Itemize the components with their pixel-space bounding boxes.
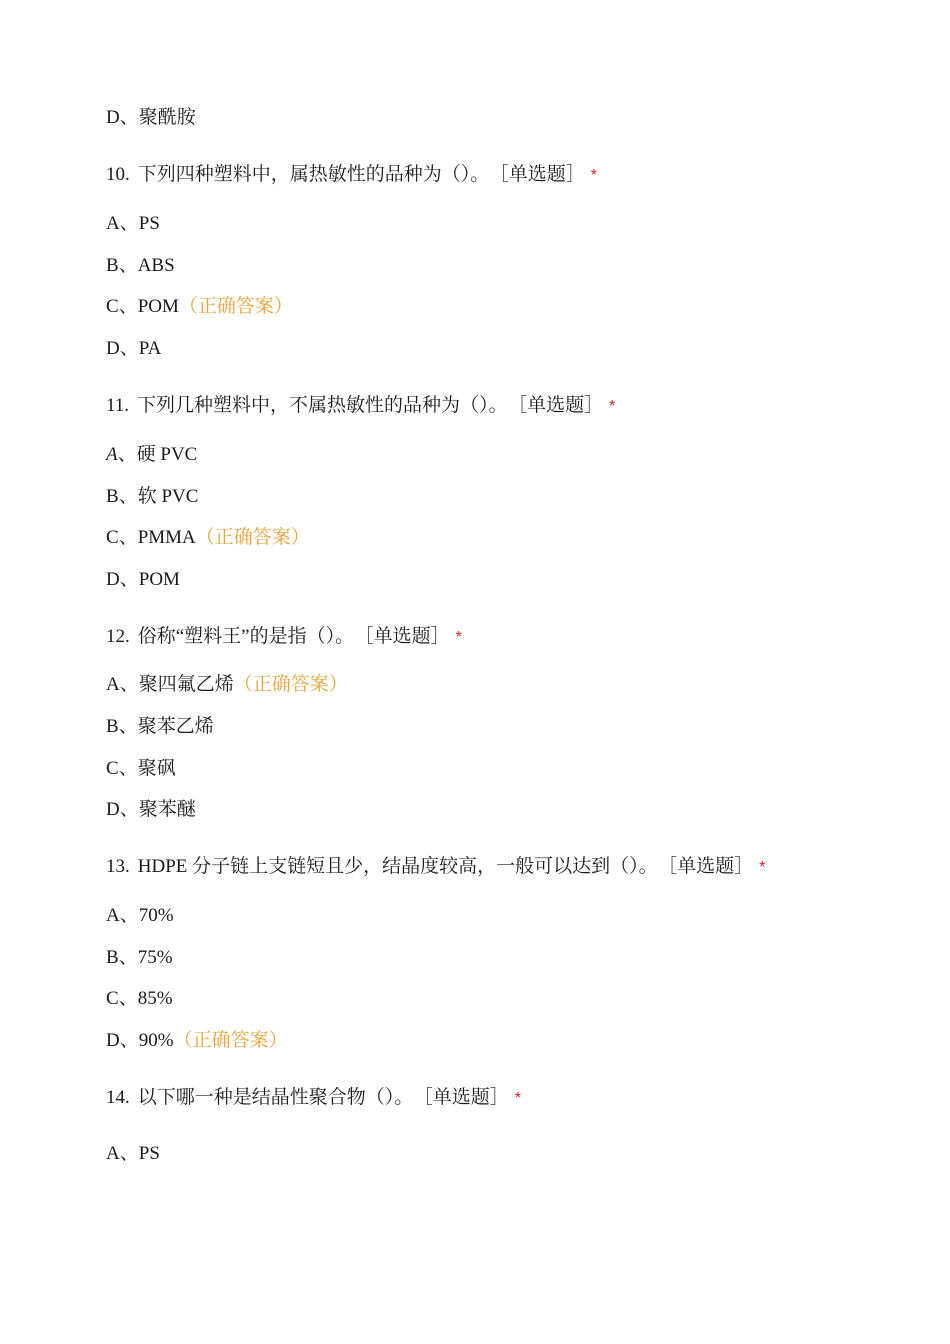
option-letter: C (106, 296, 119, 317)
option-separator: 、 (119, 569, 139, 590)
option-letter: B (106, 486, 119, 507)
option-text: PS (138, 1143, 160, 1164)
option-text: 聚酰胺 (138, 107, 196, 128)
option-row (106, 673, 348, 697)
option-separator: 、 (118, 527, 138, 548)
option-row (106, 254, 175, 278)
option-text: PS (138, 213, 160, 234)
option-row (106, 568, 180, 592)
required-mark: * (590, 167, 598, 184)
option-text: 75% (137, 947, 173, 968)
question-text: 以下哪一种是结晶性聚合物（）。 (137, 1087, 414, 1108)
option-letter: C (106, 988, 119, 1009)
question-type-tag: ［单选题］ (517, 395, 604, 416)
option-row (106, 1029, 288, 1053)
correct-answer-mark: （正确答案） (195, 527, 310, 548)
option-text: POM (137, 296, 179, 317)
required-mark: * (514, 1090, 522, 1107)
question-type-tag: ［单选题］ (499, 164, 585, 185)
option-letter: A (106, 1143, 120, 1164)
question-type-tag: ［单选题］ (667, 856, 754, 877)
option-separator: 、 (118, 758, 138, 779)
question-type-tag: ［单选题］ (364, 626, 450, 647)
question-type-tag: ［单选题］ (423, 1087, 509, 1108)
required-mark: * (759, 859, 766, 876)
option-text: 硬 PVC (136, 444, 198, 465)
option-letter: D (106, 1030, 120, 1051)
option-separator: 、 (119, 1143, 139, 1164)
option-letter: D (106, 799, 120, 820)
question-number: 13. (106, 856, 130, 877)
option-letter: B (106, 716, 119, 737)
required-mark: * (609, 398, 616, 415)
option-separator: 、 (119, 1030, 139, 1051)
option-row (106, 106, 196, 130)
option-separator: 、 (119, 674, 139, 695)
option-separator: 、 (118, 947, 138, 968)
question-number: 12. (106, 626, 130, 647)
option-separator: 、 (118, 486, 138, 507)
question-text: 俗称“塑料王”的是指（）。 (137, 626, 355, 647)
option-text: POM (138, 569, 180, 590)
question-title (106, 394, 615, 419)
option-row (106, 798, 196, 822)
option-separator: 、 (118, 988, 138, 1009)
option-letter: A (106, 905, 120, 926)
question-title (106, 1086, 521, 1111)
option-row (106, 987, 173, 1011)
question-text: 下列四种塑料中，属热敏性的品种为（）。 (137, 164, 490, 185)
option-separator: 、 (119, 799, 139, 820)
option-letter: B (106, 255, 119, 276)
option-letter: C (106, 527, 119, 548)
option-row (106, 757, 176, 781)
option-letter: D (106, 569, 120, 590)
question-text: 下列几种塑料中，不属热敏性的品种为（）。 (137, 395, 508, 416)
option-row (106, 212, 160, 236)
option-text: 聚四氟乙烯 (138, 674, 234, 695)
option-separator: 、 (119, 107, 139, 128)
option-letter: C (106, 758, 119, 779)
option-text: 聚苯醚 (138, 799, 196, 820)
question-number: 14. (106, 1087, 130, 1108)
correct-answer-mark: （正确答案） (233, 674, 348, 695)
option-text: PMMA (137, 527, 196, 548)
question-number: 10. (106, 164, 130, 185)
option-row (106, 485, 198, 509)
correct-answer-mark: （正确答案） (173, 1030, 288, 1051)
option-text: 90% (138, 1030, 174, 1051)
option-letter: B (106, 947, 119, 968)
option-row (106, 946, 173, 970)
option-separator: 、 (119, 338, 139, 359)
option-row (106, 904, 174, 928)
option-separator: 、 (117, 444, 137, 465)
question-number: 11. (106, 395, 130, 416)
option-text: ABS (137, 255, 175, 276)
required-mark: * (455, 629, 462, 646)
option-row (106, 337, 161, 361)
option-row (106, 526, 310, 550)
option-separator: 、 (118, 255, 138, 276)
option-text: 聚苯乙烯 (137, 716, 214, 737)
option-letter: D (106, 338, 120, 359)
option-row (106, 295, 293, 319)
option-letter: D (106, 107, 120, 128)
option-row (106, 1142, 160, 1166)
option-separator: 、 (118, 296, 138, 317)
option-letter: A (106, 444, 118, 465)
question-title (106, 625, 462, 650)
option-separator: 、 (119, 905, 139, 926)
correct-answer-mark: （正确答案） (178, 296, 293, 317)
option-text: 聚砜 (137, 758, 176, 779)
question-title (106, 163, 597, 188)
option-text: PA (138, 338, 162, 359)
question-text: HDPE 分子链上支链短且少，结晶度较高，一般可以达到（）。 (137, 856, 658, 877)
option-separator: 、 (119, 213, 139, 234)
option-row (106, 715, 214, 739)
option-letter: A (106, 674, 120, 695)
option-text: 85% (137, 988, 173, 1009)
option-letter: A (106, 213, 120, 234)
option-row (106, 443, 197, 467)
option-text: 软 PVC (137, 486, 199, 507)
option-separator: 、 (118, 716, 138, 737)
question-title (106, 855, 765, 880)
option-text: 70% (138, 905, 174, 926)
